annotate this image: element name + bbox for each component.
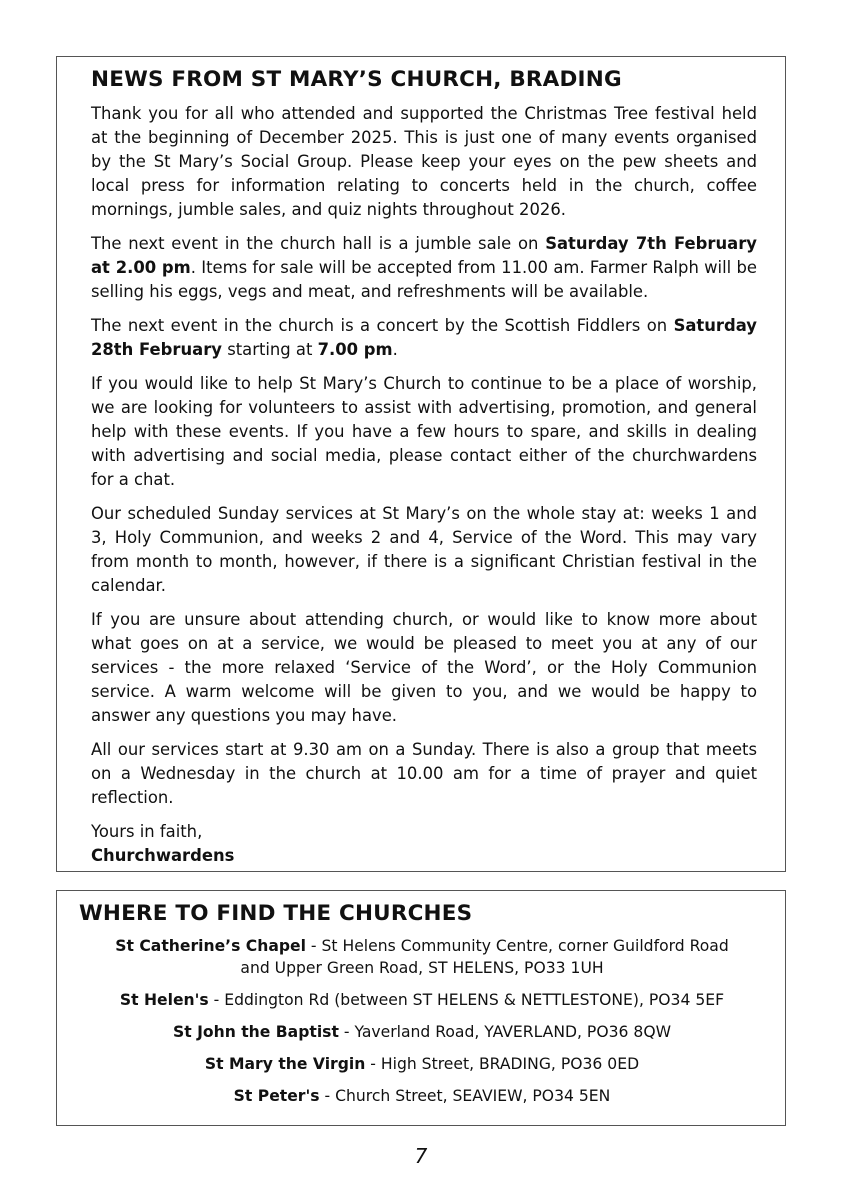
news-paragraph-1: Thank you for all who attended and supported the Christmas Tree festival held at the beginning of December 2025. This is just one of many events organised by the St Mary’s Social Group. Please keep your eyes on the pew sheets and local press for information relating to concerts held in the church, coffee mornings, jumble sales, and quiz nights throughout 2026. bbox=[91, 104, 757, 219]
jumble-sale-date: Saturday 7th February at 2.00 pm bbox=[91, 234, 757, 277]
church-address: - Yaverland Road, YAVERLAND, PO36 8QW bbox=[338, 1023, 672, 1041]
news-title: NEWS FROM ST MARY’S CHURCH, BRADING bbox=[91, 67, 622, 92]
signoff-text: Yours in faith, bbox=[91, 822, 203, 841]
church-name: St Helen's bbox=[119, 991, 209, 1009]
church-address-line-2: and Upper Green Road, ST HELENS, PO33 1UH bbox=[240, 959, 604, 977]
church-address: - St Helens Community Centre, corner Guildford Road bbox=[305, 937, 729, 955]
church-name: St John the Baptist bbox=[172, 1023, 339, 1041]
church-address: - Eddington Rd (between ST HELENS & NETTLESTONE), PO34 5EF bbox=[208, 991, 725, 1009]
church-address: - High Street, BRADING, PO36 0ED bbox=[365, 1055, 640, 1073]
p2-text-a: The next event in the church hall is a jumble sale on bbox=[91, 234, 546, 253]
church-entry-st-mary bbox=[79, 1053, 765, 1075]
signature: Churchwardens bbox=[91, 846, 235, 865]
p2-text-b: . Items for sale will be accepted from 11.00 am. Farmer Ralph will be selling his eggs, vegs and meat, and refreshments will be available. bbox=[91, 258, 757, 301]
news-paragraph-2 bbox=[91, 232, 757, 304]
church-address: - Church Street, SEAVIEW, PO34 5EN bbox=[319, 1087, 611, 1105]
church-name: St Catherine’s Chapel bbox=[115, 937, 306, 955]
church-name: St Mary the Virgin bbox=[204, 1055, 366, 1073]
news-paragraph-4: If you would like to help St Mary’s Church to continue to be a place of worship, we are looking for volunteers to assist with advertising, promotion, and general help with these events. If you have a few hours to spare, and skills in dealing with advertising and social media, please contact either of the churchwardens for a chat. bbox=[91, 374, 757, 489]
p3-text-a: The next event in the church is a concert by the Scottish Fiddlers on bbox=[91, 316, 674, 335]
church-entry-st-helens bbox=[79, 989, 765, 1011]
churches-section bbox=[56, 890, 786, 1126]
concert-date: Saturday 28th February bbox=[91, 316, 757, 359]
concert-time: 7.00 pm bbox=[317, 340, 393, 359]
news-paragraph-3 bbox=[91, 314, 757, 362]
churches-title: WHERE TO FIND THE CHURCHES bbox=[79, 901, 473, 926]
news-paragraph-6: If you are unsure about attending church, or would like to know more about what goes on at a service, we would be pleased to meet you at any of our services - the more relaxed ‘Service of the Word’, or the Holy Communion service. A warm welcome will be given to you, and we would be happy to answer any questions you may have. bbox=[91, 610, 757, 725]
news-signoff bbox=[91, 820, 757, 868]
p3-text-b: starting at bbox=[221, 340, 318, 359]
news-paragraph-7: All our services start at 9.30 am on a Sunday. There is also a group that meets on a Wednesday in the church at 10.00 am for a time of prayer and quiet reflection. bbox=[91, 740, 757, 807]
page-number: 7 bbox=[414, 1144, 428, 1168]
church-entry-st-catherines bbox=[79, 935, 765, 979]
church-name: St Peter's bbox=[233, 1087, 320, 1105]
church-entry-st-john bbox=[79, 1021, 765, 1043]
news-paragraph-5: Our scheduled Sunday services at St Mary’s on the whole stay at: weeks 1 and 3, Holy Communion, and weeks 2 and 4, Service of the Word. This may vary from month to month, however, if there is a significant Christian festival in the calendar. bbox=[91, 504, 757, 595]
p3-text-c: . bbox=[392, 340, 398, 359]
news-section bbox=[56, 56, 786, 872]
church-entry-st-peters bbox=[79, 1085, 765, 1107]
